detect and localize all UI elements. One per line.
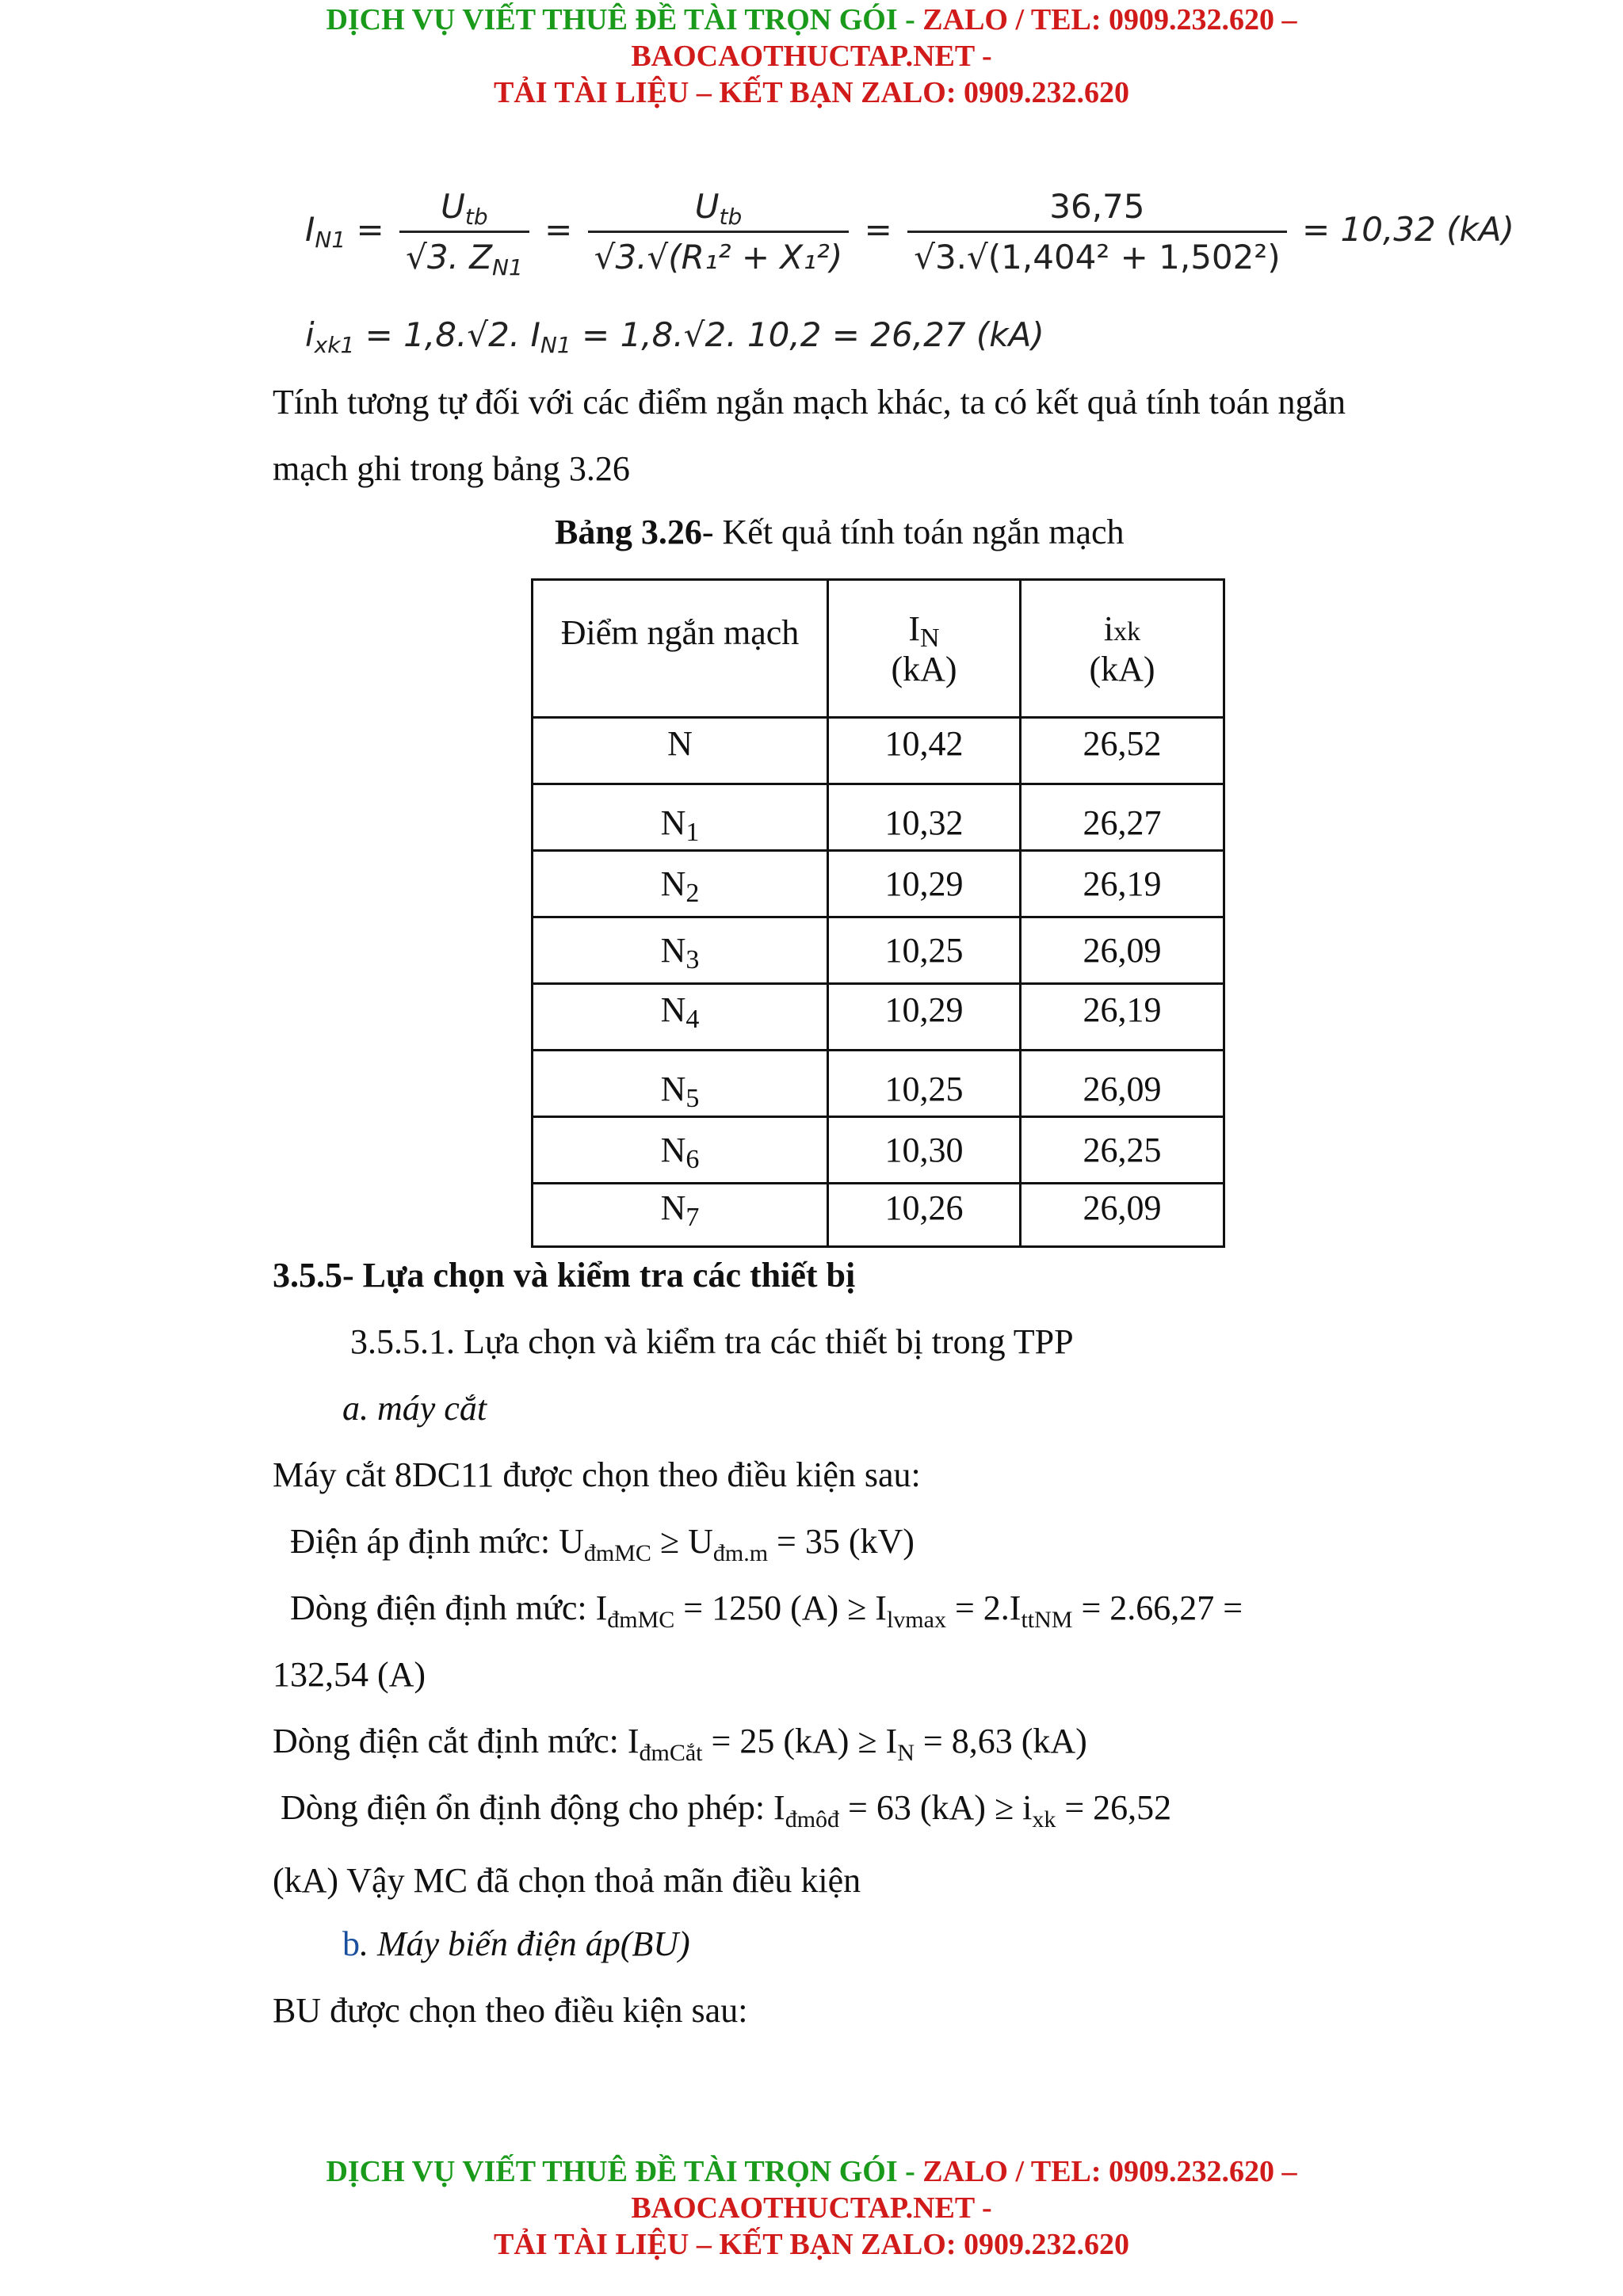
cell-point: [533, 851, 828, 917]
banner-contact-text: ZALO / TEL: 0909.232.620 –: [922, 3, 1297, 36]
banner-line-1: [0, 2, 1623, 38]
frac1-den: √3. Z: [406, 238, 493, 277]
cell-in: 10,26: [828, 1184, 1021, 1247]
item-a-heading: a. máy cắt: [342, 1389, 487, 1428]
cell-point: [533, 1051, 828, 1117]
cell-in: 10,29: [828, 851, 1021, 917]
point-name: N: [660, 864, 686, 903]
header-banner: [0, 2, 1623, 111]
cell-ixk: 26,19: [1021, 984, 1224, 1051]
banner-line-1: [0, 2153, 1623, 2190]
paragraph-line: Tính tương tự đối với các điểm ngắn mạch khác, ta có kết quả tính toán ngắn: [273, 383, 1346, 421]
paragraph-line: mạch ghi trong bảng 3.26: [273, 449, 630, 488]
eq2-lhs: i: [305, 315, 315, 354]
table-header-row: [533, 580, 1224, 718]
header-ixk-sub: xk: [1113, 616, 1141, 646]
frac2-num-sub: tb: [719, 204, 743, 230]
table-row: [533, 1051, 1224, 1117]
point-sub: 5: [685, 1084, 700, 1113]
subscript: N: [897, 1740, 915, 1766]
cell-point: [533, 1117, 828, 1184]
cell-in: 10,29: [828, 984, 1021, 1051]
cell-point: [533, 1184, 828, 1247]
header-ixk: [1021, 580, 1224, 718]
header-ixk-symbol: i: [1103, 608, 1114, 648]
text-run: = 63 (kA) ≥ i: [839, 1788, 1033, 1827]
eq1-lhs: I: [305, 210, 315, 249]
header-ixk-unit: (kA): [1089, 649, 1155, 688]
eq1-result: = 10,32 (kA): [1301, 210, 1514, 249]
eq2-rhs-b: = 1,8.√2. 10,2 = 26,27 (kA): [582, 315, 1044, 354]
subsection-heading: 3.5.5.1. Lựa chọn và kiểm tra các thiết bị trong TPP: [350, 1322, 1074, 1361]
cell-point: [533, 984, 828, 1051]
eq2-rhs-a: = 1,8.√2. I: [365, 315, 540, 354]
table-caption-number: Bảng 3.26: [555, 513, 702, 551]
point-name: N: [667, 724, 693, 763]
subscript: đmMC: [583, 1540, 651, 1566]
rated-current-line: [290, 1588, 1243, 1633]
cell-point: [533, 784, 828, 851]
point-sub: 2: [685, 879, 700, 908]
banner-line-2: BAOCAOTHUCTAP.NET -: [631, 2191, 992, 2225]
cell-ixk: 26,27: [1021, 784, 1224, 851]
header-in: [828, 580, 1021, 718]
subscript: xk: [1032, 1806, 1056, 1833]
subscript: lvmax: [886, 1607, 946, 1633]
text-run: = 8,63 (kA): [914, 1722, 1087, 1760]
banner-line-3: TẢI TÀI LIỆU – KẾT BẠN ZALO: 0909.232.620: [493, 2228, 1130, 2261]
eq2-rhs-sub: N1: [540, 332, 571, 358]
banner-line-3: TẢI TÀI LIỆU – KẾT BẠN ZALO: 0909.232.620: [493, 76, 1130, 109]
banner-contact-text: ZALO / TEL: 0909.232.620 –: [922, 2155, 1297, 2188]
header-in-sub: N: [920, 623, 940, 653]
cell-in: 10,25: [828, 1051, 1021, 1117]
banner-line-2: BAOCAOTHUCTAP.NET -: [631, 40, 992, 73]
frac1-den-sub: N1: [492, 254, 523, 280]
item-b-title: . Máy biến điện áp(BU): [360, 1924, 690, 1963]
table-row: [533, 851, 1224, 917]
point-sub: 4: [685, 1005, 700, 1034]
frac2-num: U: [694, 187, 720, 226]
subscript: ttNM: [1021, 1607, 1073, 1633]
rated-voltage-line: [290, 1521, 915, 1566]
text-run: = 2.66,27 =: [1072, 1589, 1243, 1627]
point-name: N: [660, 931, 686, 970]
frac3-den: √3.√(1,404² + 1,502²): [907, 231, 1286, 277]
cell-in: 10,30: [828, 1117, 1021, 1184]
section-heading: 3.5.5- Lựa chọn và kiểm tra các thiết bị: [273, 1256, 856, 1295]
point-name: N: [660, 803, 686, 842]
item-b-letter: b: [342, 1924, 360, 1963]
frac1-num: U: [441, 187, 465, 226]
table-caption: [555, 512, 1125, 553]
point-name: N: [660, 1188, 686, 1227]
text-run: = 26,52: [1056, 1788, 1172, 1827]
point-sub: 6: [685, 1145, 700, 1174]
body-line: 132,54 (A): [273, 1655, 426, 1694]
cell-point: [533, 917, 828, 984]
body-line: (kA) Vậy MC đã chọn thoả mãn điều kiện: [273, 1861, 861, 1900]
text-run: Dòng điện cắt định mức: I: [273, 1722, 640, 1760]
table-row: [533, 784, 1224, 851]
breaking-current-line: [273, 1721, 1087, 1766]
text-run: = 35 (kV): [768, 1522, 915, 1561]
cell-ixk: 26,09: [1021, 1184, 1224, 1247]
text-run: Dòng điện ổn định động cho phép: I: [281, 1788, 785, 1827]
text-run: = 2.I: [945, 1589, 1022, 1627]
equation-ixk1: [305, 315, 1044, 358]
frac2-den: √3.√(R₁² + X₁²): [588, 231, 850, 277]
cell-ixk: 26,09: [1021, 1051, 1224, 1117]
dynamic-stability-line: [281, 1787, 1172, 1833]
equation-in1: [305, 187, 1514, 280]
table-row: [533, 1184, 1224, 1247]
banner-service-text: DỊCH VỤ VIẾT THUÊ ĐỀ TÀI TRỌN GÓI -: [326, 2155, 915, 2188]
fraction-1: [399, 187, 529, 280]
cell-ixk: 26,09: [1021, 917, 1224, 984]
cell-ixk: 26,19: [1021, 851, 1224, 917]
table-row: [533, 984, 1224, 1051]
subscript: đm.m: [712, 1540, 769, 1566]
footer-banner: [0, 2153, 1623, 2263]
point-sub: 3: [685, 945, 700, 974]
text-run: = 1250 (A) ≥ I: [674, 1589, 887, 1627]
item-b-heading: [342, 1924, 690, 1965]
header-point: Điểm ngắn mạch: [533, 580, 828, 718]
subscript: đmCắt: [639, 1740, 703, 1766]
point-name: N: [660, 1070, 686, 1108]
table-row: [533, 1117, 1224, 1184]
cell-point: [533, 718, 828, 784]
subscript: đmôđ: [785, 1806, 840, 1833]
table-row: [533, 917, 1224, 984]
eq2-lhs-sub: xk1: [314, 332, 355, 358]
eq1-lhs-sub: N1: [315, 227, 346, 253]
cell-ixk: 26,25: [1021, 1117, 1224, 1184]
point-name: N: [660, 1131, 686, 1169]
table-caption-title: - Kết quả tính toán ngắn mạch: [701, 513, 1125, 551]
table-row: [533, 718, 1224, 784]
cell-in: 10,42: [828, 718, 1021, 784]
point-sub: 1: [685, 818, 700, 847]
cell-in: 10,32: [828, 784, 1021, 851]
text-run: Dòng điện định mức: I: [290, 1589, 608, 1627]
body-line: BU được chọn theo điều kiện sau:: [273, 1991, 748, 2030]
header-in-unit: (kA): [891, 649, 957, 688]
eq-sign: =: [356, 210, 395, 249]
cell-ixk: 26,52: [1021, 718, 1224, 784]
point-name: N: [660, 990, 686, 1029]
banner-service-text: DỊCH VỤ VIẾT THUÊ ĐỀ TÀI TRỌN GÓI -: [326, 3, 915, 36]
fraction-2: [588, 187, 850, 277]
point-sub: 7: [685, 1203, 700, 1232]
frac3-num: 36,75: [1049, 187, 1145, 226]
subscript: đmMC: [607, 1607, 675, 1633]
cell-in: 10,25: [828, 917, 1021, 984]
eq-sign: =: [544, 210, 583, 249]
text-run: Điện áp định mức: U: [290, 1522, 584, 1561]
text-run: = 25 (kA) ≥ I: [702, 1722, 898, 1760]
header-in-symbol: I: [908, 608, 921, 648]
frac1-num-sub: tb: [464, 204, 488, 230]
results-table: [531, 578, 1225, 1248]
text-run: ≥ U: [651, 1522, 713, 1561]
body-line: Máy cắt 8DC11 được chọn theo điều kiện sau:: [273, 1455, 921, 1494]
fraction-3: [907, 187, 1286, 277]
eq-sign: =: [864, 210, 903, 249]
